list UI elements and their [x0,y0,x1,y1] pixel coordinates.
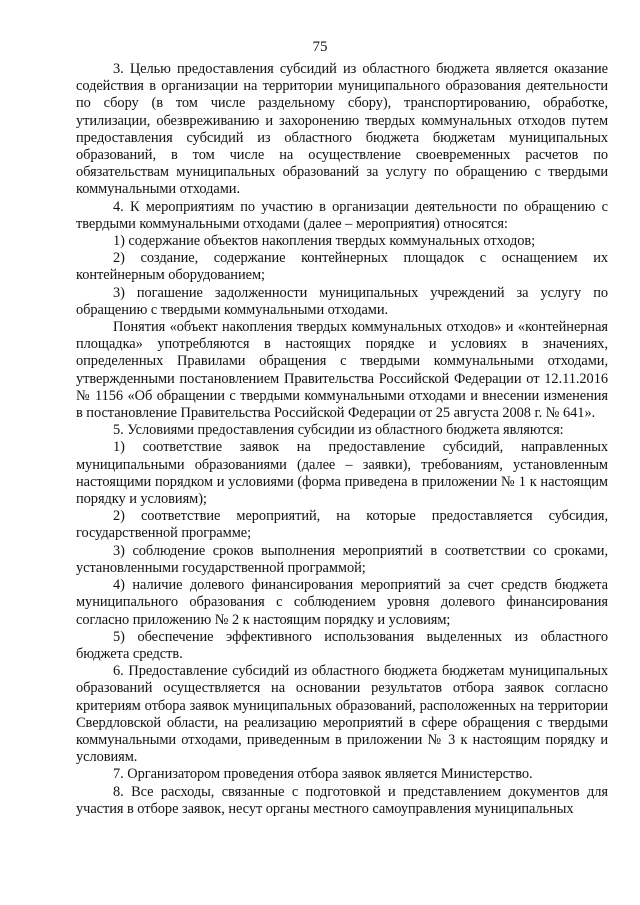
paragraph-4: 4. К мероприятиям по участию в организации деятельности по обращению с твердыми коммунальными отходами (далее – мероприятия) относятся: [76,198,608,232]
paragraph-3: 3. Целью предоставления субсидий из областного бюджета является оказание содействия в организации на территории муниципального образования деятельности по сбору (в том числе раздельному сбору), транспортированию, обработке, утилизации, обезвреживанию и захоронению твердых коммунальных отходов путем предоставления субсидий из областного бюджета бюджетам муниципальных образований, в том числе на осуществление своевременных расчетов по обязательствам муниципальных образований за услугу по обращению с твердыми коммунальными отходами. [76,61,608,198]
paragraph-4-item-2: 2) создание, содержание контейнерных площадок с оснащением их контейнерным оборудованием; [76,250,608,284]
paragraph-5-item-5: 5) обеспечение эффективного использования выделенных из областного бюджета средств. [76,628,608,662]
paragraph-6: 6. Предоставление субсидий из областного бюджета бюджетам муниципальных образований осуществляется на основании результатов отбора заявок согласно критериям отбора заявок муниципальных образований, расположенных на территории Свердловской области, на реализацию мероприятий в сфере обращения с твердыми коммунальными отходами, приведенным в приложении № 3 к настоящим порядку и условиям. [76,663,608,766]
paragraph-4-item-1: 1) содержание объектов накопления твердых коммунальных отходов; [113,233,536,250]
page-number: 75 [312,39,328,55]
paragraph-5-item-2: 2) соответствие мероприятий, на которые предоставляется субсидия, государственной программе; [76,508,608,542]
paragraph-5-item-1: 1) соответствие заявок на предоставление субсидий, направленных муниципальными образованиями (далее – заявки), требованиям, установленным настоящими порядком и условиями (форма приведена в приложении № 1 к настоящим порядку и условиям); [76,439,608,508]
paragraph-5-item-4: 4) наличие долевого финансирования мероприятий за счет средств бюджета муниципального образования с соблюдением уровня долевого финансирования согласно приложению № 2 к настоящим порядку и условиям; [76,577,608,628]
paragraph-8: 8. Все расходы, связанные с подготовкой и представлением документов для участия в отборе заявок, несут органы местного самоуправления муниципальных [76,783,608,817]
document-body [76,61,608,818]
paragraph-definitions: Понятия «объект накопления твердых коммунальных отходов» и «контейнерная площадка» употребляются в настоящих порядке и условиях в значениях, определенных Правилами обращения с твердыми коммунальными отходами, утвержденными постановлением Правительства Российской Федерации от 12.11.2016 № 1156 «Об обращении с твердыми коммунальными отходами и внесении изменения в постановление Правительства Российской Федерации от 25 августа 2008 г. № 641». [76,319,608,422]
paragraph-7: 7. Организатором проведения отбора заявок является Министерство. [113,766,533,783]
paragraph-5: 5. Условиями предоставления субсидии из областного бюджета являются: [113,422,564,439]
paragraph-4-item-3: 3) погашение задолженности муниципальных учреждений за услугу по обращению с твердыми коммунальными отходами. [76,284,608,318]
paragraph-5-item-3: 3) соблюдение сроков выполнения мероприятий в соответствии со сроками, установленными государственной программой; [76,542,608,576]
